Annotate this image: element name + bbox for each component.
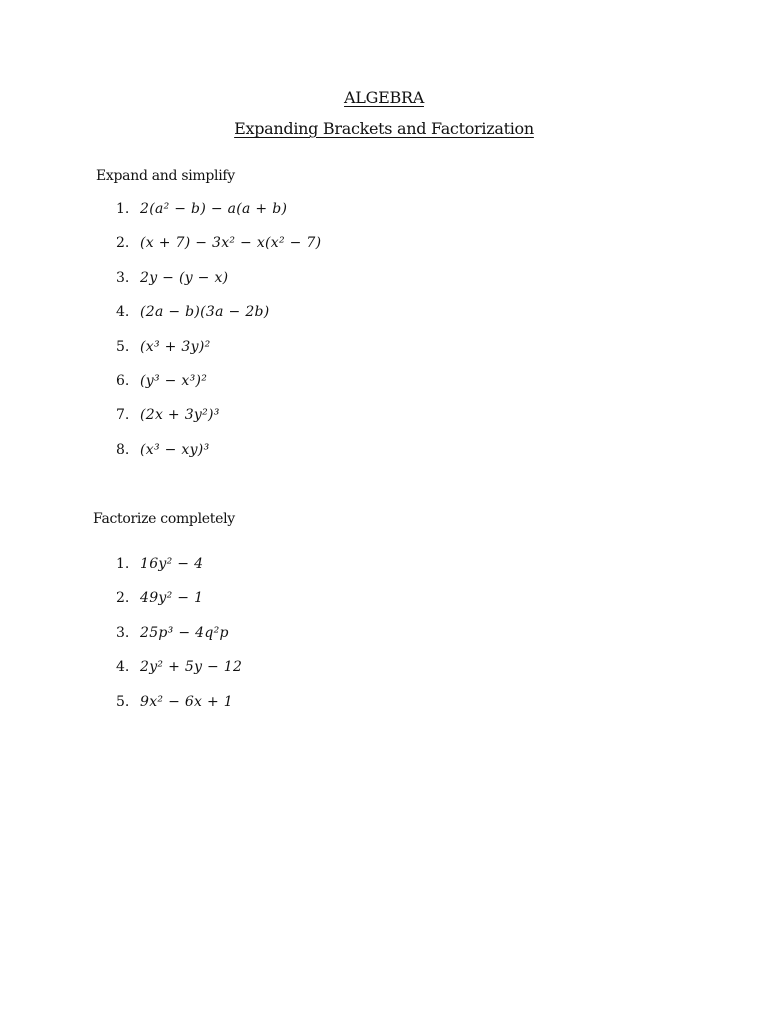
factor-problem [116,590,242,624]
expand-problem [116,442,321,476]
expand-problem [116,304,321,338]
factor-section-heading: Factorize completely [93,511,235,527]
problem-number: 3. [116,624,130,641]
problem-number: 5. [116,693,130,710]
page-subtitle: Expanding Brackets and Factorization [234,119,534,138]
factor-problem [116,625,242,659]
problem-expression: (y³ − x³)² [140,372,208,389]
expand-problem [116,373,321,407]
problem-number: 4. [116,304,130,321]
factor-problem-list [116,556,242,728]
problem-number: 6. [116,372,130,389]
expand-problem [116,270,321,304]
expand-problem [116,235,321,269]
problem-expression: (x + 7) − 3x² − x(x² − 7) [140,235,322,252]
problem-expression: (x³ − xy)³ [140,441,210,458]
problem-number: 2. [116,590,130,607]
page-title: ALGEBRA [344,88,424,107]
problem-number: 2. [116,235,130,252]
expand-problem [116,339,321,373]
problem-number: 5. [116,338,130,355]
problem-expression: 9x² − 6x + 1 [140,693,233,710]
problem-number: 1. [116,556,130,572]
problem-expression: 25p³ − 4q²p [140,624,229,641]
problem-expression: (2x + 3y²)³ [140,407,220,424]
problem-number: 8. [116,441,130,458]
problem-expression: 16y² − 4 [140,556,204,572]
factor-problem [116,659,242,693]
expand-section-heading: Expand and simplify [96,168,235,184]
problem-number: 3. [116,269,130,286]
factor-problem [116,556,242,590]
problem-number: 7. [116,407,130,424]
expand-problem [116,201,321,235]
problem-expression: 2y² + 5y − 12 [140,659,243,676]
factor-problem [116,694,242,728]
problem-number: 4. [116,659,130,676]
problem-expression: 49y² − 1 [140,590,204,607]
expand-problem [116,407,321,441]
problem-expression: (2a − b)(3a − 2b) [140,304,270,321]
problem-expression: 2y − (y − x) [140,269,229,286]
problem-expression: 2(a² − b) − a(a + b) [140,201,288,217]
problem-number: 1. [116,201,130,217]
problem-expression: (x³ + 3y)² [140,338,211,355]
expand-problem-list [116,201,321,476]
